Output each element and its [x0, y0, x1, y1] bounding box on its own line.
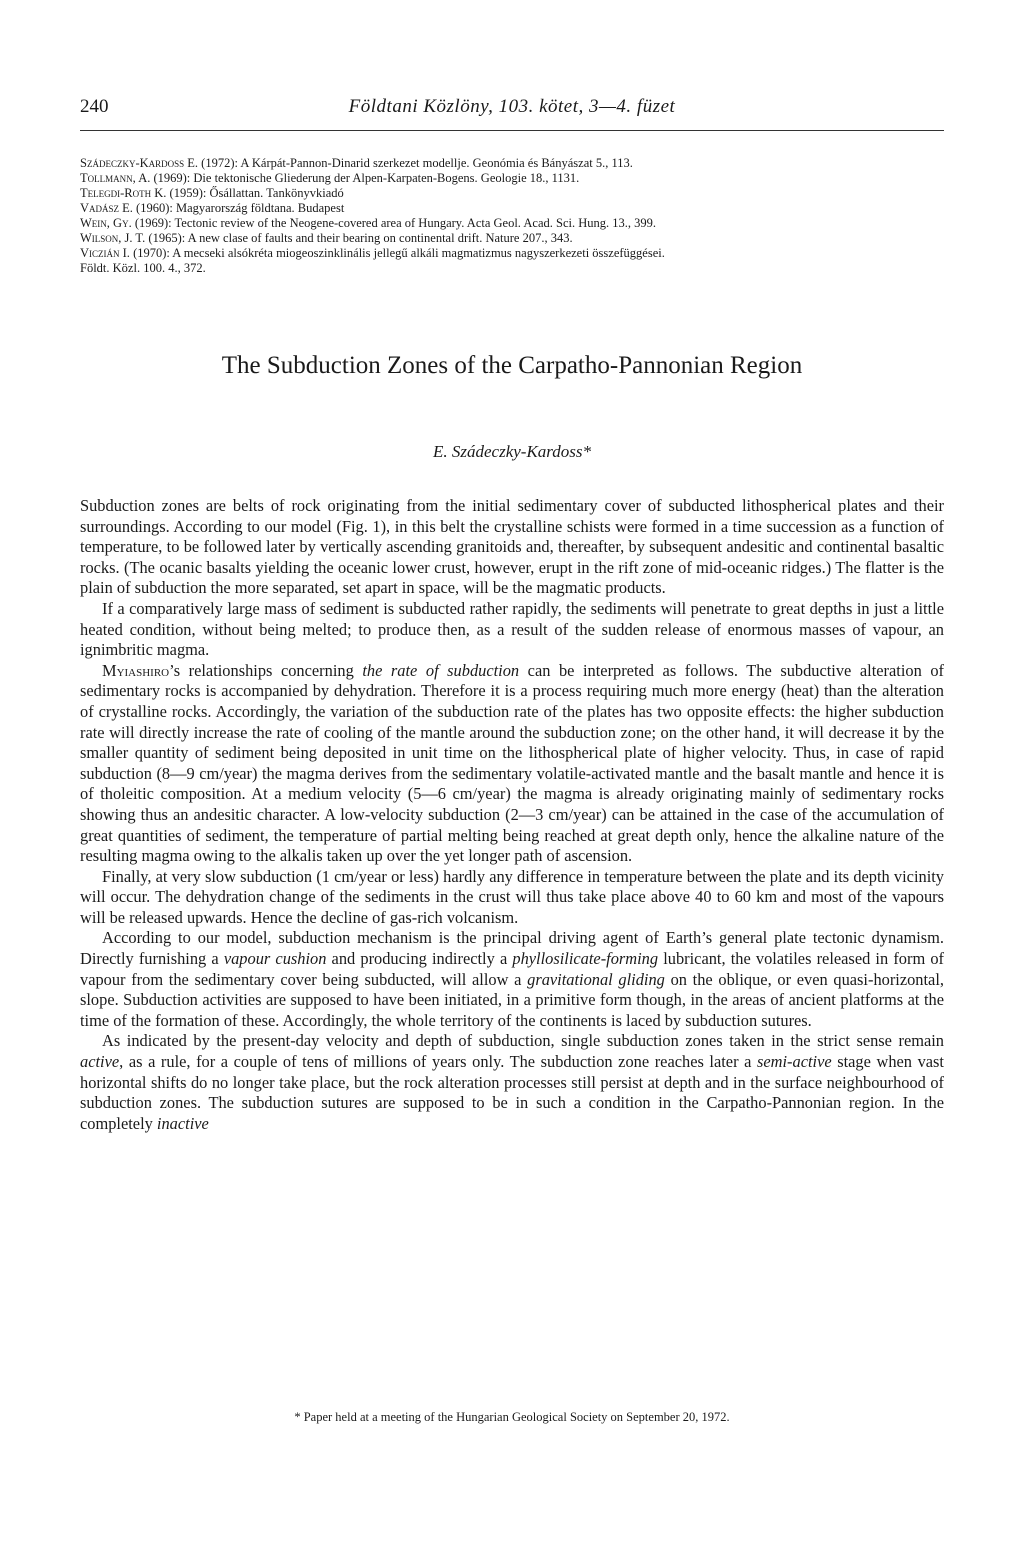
emphasis: inactive: [156, 1113, 209, 1133]
emphasis: the rate of subduction: [362, 660, 520, 680]
reference-text: (1965): A new clase of faults and their bearing on continental drift. Nature 207., 343.: [145, 231, 573, 245]
paragraph: [80, 1031, 944, 1134]
emphasis: phyllosilicate-forming: [512, 949, 659, 969]
reference-item: [80, 201, 944, 216]
paragraph-text: According to our model, subduction mechanism is the principal driving agent of Earth’s general plate tectonic dynamism. Directly furnishing a: [80, 928, 944, 969]
reference-author: Tollmann, A.: [80, 171, 151, 185]
reference-text: (1959): Ősállattan. Tankönyvkiadó: [166, 186, 344, 200]
reference-text: (1969): Tectonic review of the Neogene-covered area of Hungary. Acta Geol. Acad. Sci. Hung. 13., 399.: [131, 216, 656, 230]
reference-author: Telegdi-Roth K.: [80, 186, 167, 200]
reference-text: (1972): A Kárpát-Pannon-Dinarid szerkezet modellje. Geonómia és Bányászat 5., 113.: [198, 156, 633, 170]
paragraph-text: As indicated by the present-day velocity and depth of subduction, single subduction zones taken in the strict sense remain: [102, 1031, 944, 1051]
reference-item: [80, 186, 944, 201]
paragraph: If a comparatively large mass of sediment is subducted rather rapidly, the sediments will penetrate to great depths in just a little heated condition, without being melted; to produce then, as a result of the sudden release of enormous masses of vapour, an ignimbritic magma.: [80, 598, 944, 660]
reference-author: Viczián I.: [80, 246, 130, 260]
paragraph: Finally, at very slow subduction (1 cm/year or less) hardly any difference in temperature between the plate and its depth vicinity will occur. The dehydration change of the sediments in the crust will thus take place above 40 to 60 km and most of the vapours will be released upwards. Hence the decline of gas-rich volcanism.: [80, 866, 944, 927]
reference-item: [80, 156, 944, 171]
paragraph-text: lubricant, the volatiles released in form of vapour from the sedimentary cover being subducted, will allow a: [80, 949, 945, 989]
reference-text: (1960): Magyarország földtana. Budapest: [132, 201, 345, 215]
reference-text: (1970): A mecseki alsókréta miogeoszinklinális jellegű alkáli magmatizmus nagyszerkezeti összefüggései.: [129, 246, 665, 260]
reference-author: Vadász E.: [80, 201, 133, 215]
paragraph-text: ’s relationships concerning: [169, 660, 363, 680]
paragraph: [80, 661, 944, 867]
article-title: The Subduction Zones of the Carpatho-Pannonian Region: [221, 352, 803, 379]
paragraph-text: and producing indirectly a: [326, 949, 513, 969]
emphasis: gravitational gliding: [527, 969, 665, 989]
reference-item: [80, 216, 944, 231]
emphasis: vapour cushion: [223, 949, 327, 969]
paragraph-text: on the oblique, or even quasi-horizontal, slope. Subduction activities are supposed to have been initiated, in a primitive form though, in the areas of ancient platforms at the time of the formation of these. Accordingly, the whole territory of the continents is laced by subduction sutures.: [80, 969, 944, 1030]
paragraph-text: can be interpreted as follows. The subductive alteration of sedimentary rocks is accompanied by dehydration. Therefore it is a process requiring much more energy (heat) than the alteration of crystalline rocks. Accordingly, the variation of the subduction rate of the plates has two opposite effects: the higher subduction rate will directly increase the rate of cooling of the mantle around the subduction zone; on the other hand, it will decrease it by the smaller quantity of sediment being deposited in unit time on the lithospherical plate of higher velocity. Thus, in case of rapid subduction (8—9 cm/year) the magma derives from the sedimentary volatile-activated mantle and the basalt mantle and hence it is of tholeitic composition. At a medium velocity (5—6 cm/year) the magma is already originating mainly of sedimentary rocks showing thus an andesitic character. A low-velocity subduction (2—3 cm/year) can be attained in the case of the accumulation of great quantities of sediment, the temperature of partial melting being reached at great depth only, hence the alkaline nature of the resulting magma owing to the alkalis taken up over the yet longer path of ascension.: [80, 660, 944, 866]
reference-list: [80, 156, 944, 276]
reference-author: Wein, Gy.: [80, 216, 132, 230]
paragraph-text: stage when vast horizontal shifts do no longer take place, but the rock alteration processes still persist at depth and in the surface neighbourhood of subduction zones. The subduction sutures are supposed to be in such a condition in the Carpatho-Pannonian region. In the completely: [80, 1052, 944, 1133]
article-author: E. Szádeczky-Kardoss*: [432, 442, 591, 461]
article-body: [80, 496, 944, 1134]
page-number: 240: [80, 96, 109, 117]
reference-item: [80, 171, 944, 186]
running-header: [80, 96, 944, 131]
reference-item: [80, 246, 944, 276]
reference-text: (1969): Die tektonische Gliederung der Alpen-Karpaten-Bogens. Geologie 18., 1131.: [150, 171, 580, 185]
emphasis: active: [80, 1052, 120, 1072]
reference-author: Wilson, J. T.: [80, 231, 146, 245]
footnote: * Paper held at a meeting of the Hungarian Geological Society on September 20, 1972.: [294, 1410, 730, 1424]
reference-item: [80, 231, 944, 246]
paragraph: Subduction zones are belts of rock originating from the initial sedimentary cover of subducted lithospherical plates and their surroundings. According to our model (Fig. 1), in this belt the crystalline schists were formed in a time succession as a function of temperature, to be followed later by vertically ascending granitoids and, thereafter, by subsequent andesitic and continental basaltic rocks. (The ocanic basalts yielding the oceanic lower crust, however, erupt in the rift zone of mid-oceanic ridges.) The flatter is the plain of subduction the more separated, set apart in space, will be the magmatic products.: [80, 496, 944, 598]
reference-author: Szádeczky-Kardoss E.: [80, 156, 199, 170]
journal-title: Földtani Közlöny, 103. kötet, 3—4. füzet: [348, 96, 676, 117]
reference-continuation: Földt. Közl. 100. 4., 372.: [80, 261, 206, 275]
paragraph: [80, 928, 944, 1031]
paragraph-text: , as a rule, for a couple of tens of millions of years only. The subduction zone reaches later a: [119, 1052, 757, 1072]
cited-author: Myiashiro: [102, 660, 170, 680]
emphasis: semi-active: [757, 1052, 832, 1072]
